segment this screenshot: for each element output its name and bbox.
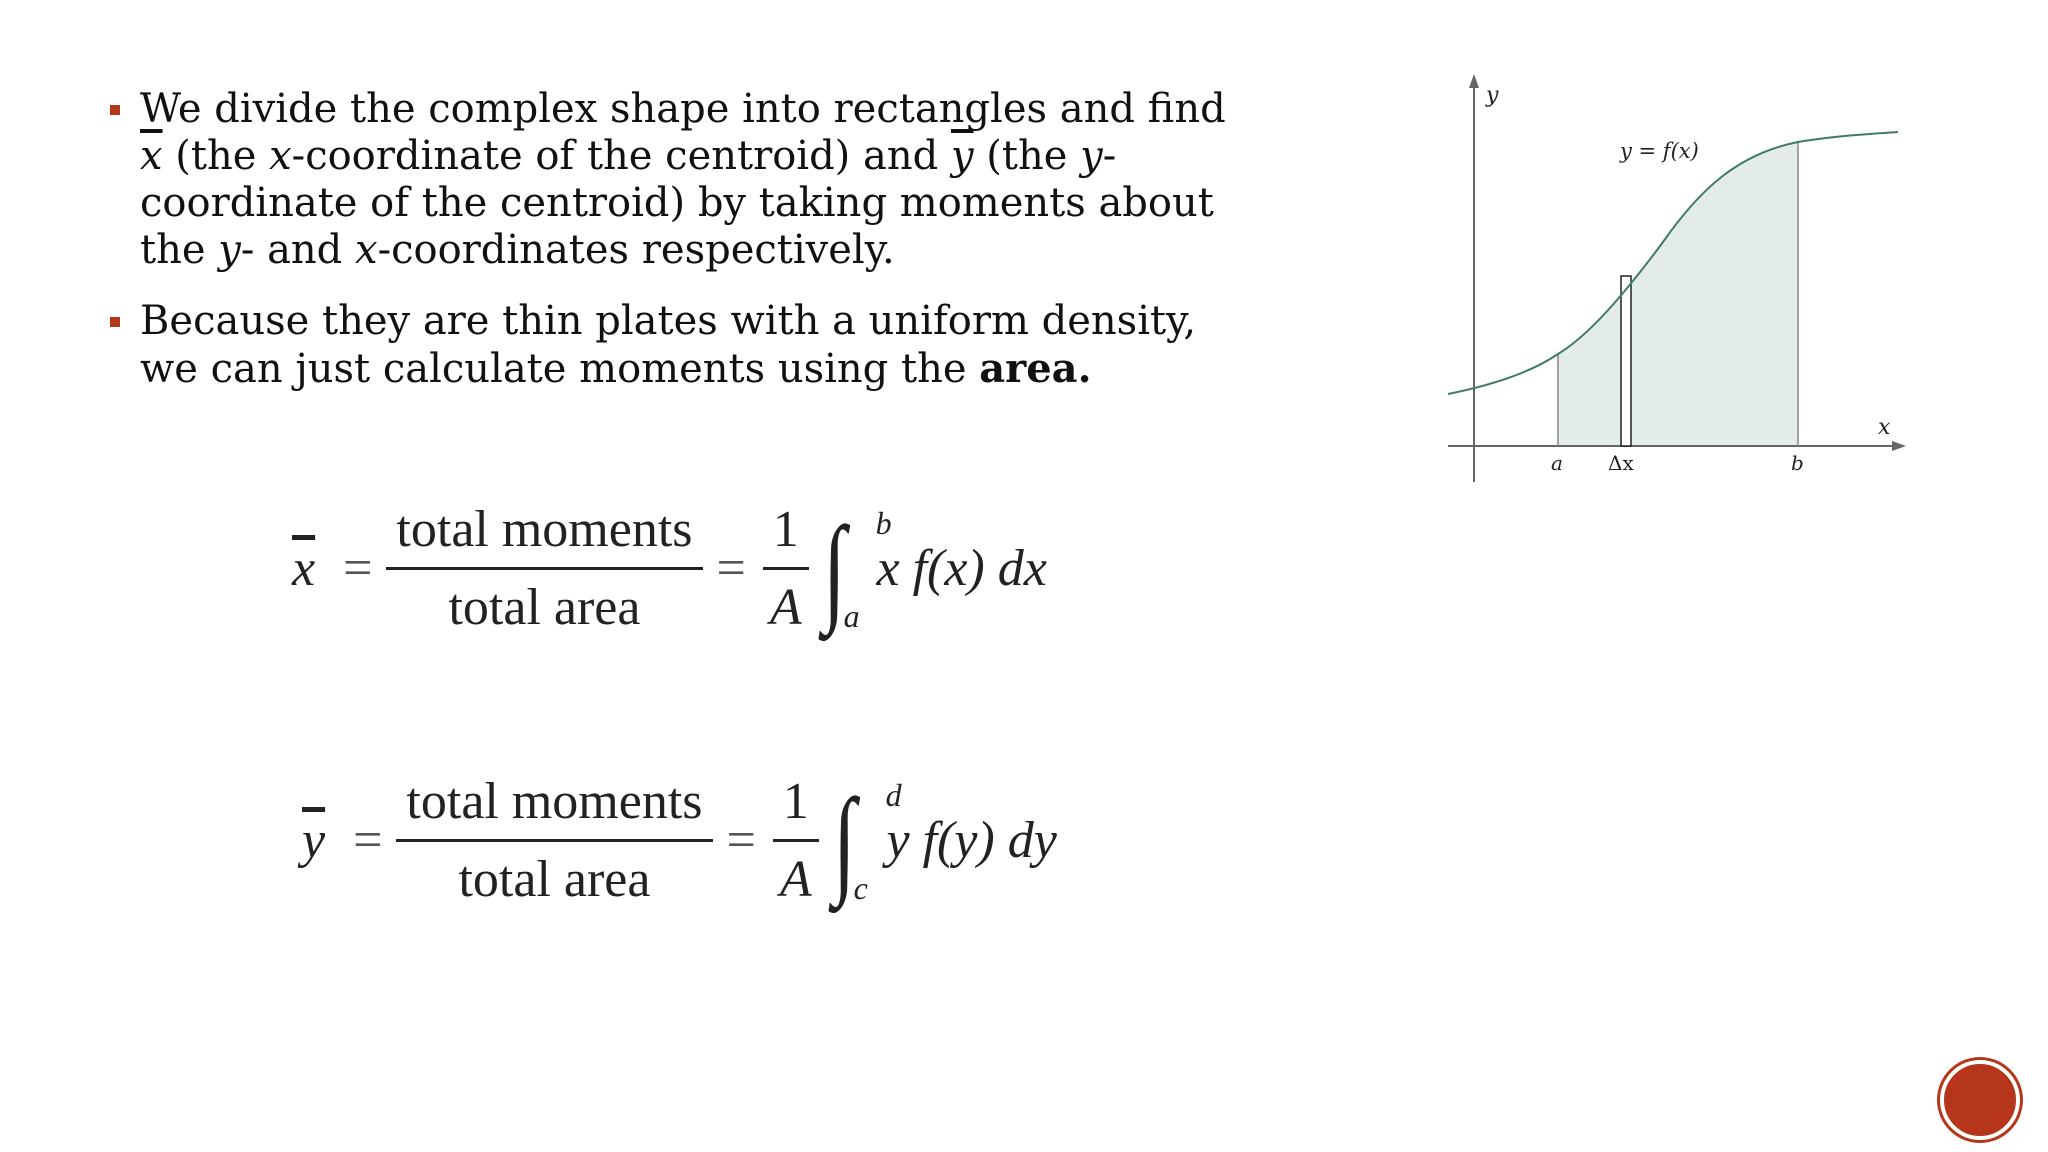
x-axis-arrow-icon (1892, 441, 1906, 451)
formula-y-upper-limit: d (885, 776, 902, 813)
centroid-x-formula (292, 500, 1047, 637)
formula-y-integral (828, 773, 902, 907)
integral-sign-icon: ∫ (832, 773, 856, 907)
bullet-item-1: We divide the complex shape into rectangles and find $\overline{x}$ (the x-coordinate of the centroid) and $\overline{y}$ (the y-coordinate of the centroid) by taking moments about the y- and x-coordinates respectively. (108, 86, 1228, 274)
tick-label-delta-x: Δx (1608, 451, 1634, 475)
y-axis-label: y (1486, 83, 1499, 108)
x-bar-symbol: $\overline{x}$ (140, 133, 163, 179)
integral-sign-icon: ∫ (822, 501, 846, 635)
tick-label-b: b (1791, 451, 1804, 475)
centroid-y-formula (302, 772, 1057, 909)
tick-label-a: a (1551, 451, 1563, 475)
formula-x-integrand: x f(x) dx (876, 540, 1047, 597)
bullet-item-2: Because they are thin plates with a uniform density, we can just calculate moments using the area. (108, 298, 1228, 393)
formula-x-fraction (386, 500, 702, 637)
formula-y-numerator: total moments (396, 772, 712, 842)
formula-y-integrand: y f(y) dy (886, 812, 1057, 869)
formula-x-equals-1: = (343, 540, 373, 597)
formula-y-equals-2: = (726, 812, 756, 869)
slide-nav-button[interactable] (1940, 1060, 2020, 1140)
x-axis-label: x (1878, 415, 1891, 440)
shaded-area (1558, 142, 1798, 446)
y-bar-symbol: $\overline{y}$ (950, 133, 974, 179)
y-axis-arrow-icon (1469, 74, 1479, 88)
delta-x-strip (1621, 276, 1631, 446)
formula-x-denominator: total area (448, 579, 641, 636)
formula-y-fraction (396, 772, 712, 909)
formula-y-lower-limit: c (853, 869, 868, 906)
formula-x-upper-limit: b (875, 504, 892, 541)
formula-y-denominator: total area (458, 851, 651, 908)
formula-x-integral (818, 501, 892, 635)
bullet-list (108, 86, 1228, 417)
formula-y-lhs: $\overline{y}$ (302, 812, 326, 869)
formula-x-one-over-a: $\frac{1}{A}$ (760, 500, 812, 637)
bullet-square-icon (110, 317, 120, 327)
formula-x-numerator: total moments (386, 500, 702, 570)
bullet-square-icon (110, 105, 120, 115)
area-under-curve-diagram (1438, 66, 1918, 496)
formula-x-equals-2: = (716, 540, 746, 597)
curve-label: y = f(x) (1620, 139, 1699, 163)
formula-y-one-over-a: $\frac{1}{A}$ (770, 772, 822, 909)
formula-x-lhs: $\overline{x}$ (292, 540, 316, 597)
formula-x-lower-limit: a (843, 597, 860, 634)
formula-y-equals-1: = (353, 812, 383, 869)
